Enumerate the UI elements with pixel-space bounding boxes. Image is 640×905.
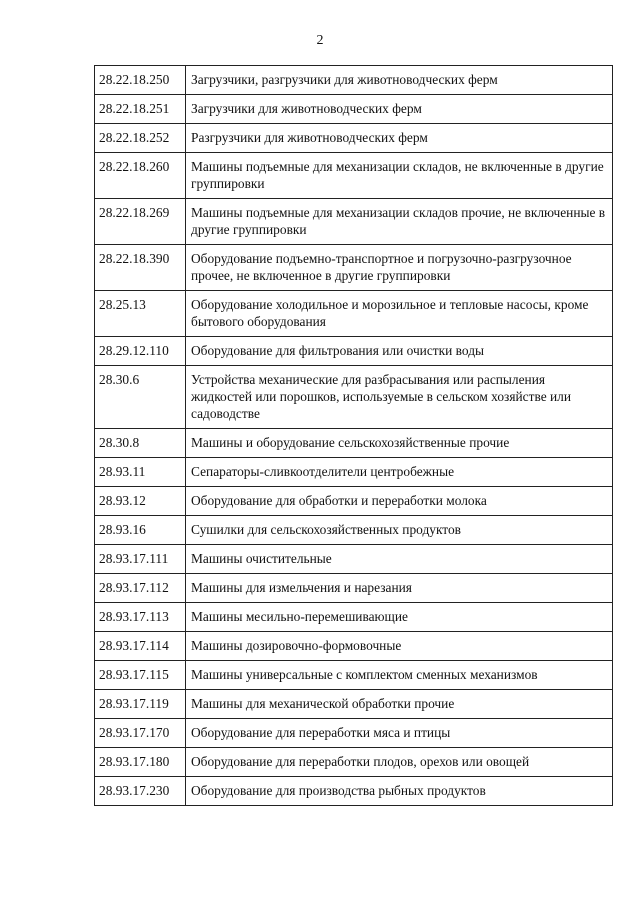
code-cell: 28.22.18.260 [95, 153, 186, 199]
code-cell: 28.25.13 [95, 291, 186, 337]
table-row [95, 245, 613, 291]
table-row [95, 516, 613, 545]
table-row [95, 545, 613, 574]
name-cell: Машины для механической обработки прочие [186, 690, 613, 719]
code-cell: 28.93.17.112 [95, 574, 186, 603]
name-cell: Оборудование холодильное и морозильное и тепловые насосы, кроме бытового оборудования [186, 291, 613, 337]
name-cell: Устройства механические для разбрасывания или распыления жидкостей или порошков, используемые в сельском хозяйстве или садоводстве [186, 366, 613, 429]
code-cell: 28.30.6 [95, 366, 186, 429]
name-cell: Машины универсальные с комплектом сменных механизмов [186, 661, 613, 690]
code-cell: 28.93.17.113 [95, 603, 186, 632]
code-cell: 28.93.12 [95, 487, 186, 516]
code-cell: 28.93.17.111 [95, 545, 186, 574]
name-cell: Сушилки для сельскохозяйственных продуктов [186, 516, 613, 545]
table-row [95, 95, 613, 124]
table-row [95, 748, 613, 777]
table-row [95, 337, 613, 366]
name-cell: Оборудование для обработки и переработки молока [186, 487, 613, 516]
name-cell: Машины подъемные для механизации складов, не включенные в другие группировки [186, 153, 613, 199]
name-cell: Машины подъемные для механизации складов прочие, не включенные в другие группировки [186, 199, 613, 245]
name-cell: Оборудование для фильтрования или очистки воды [186, 337, 613, 366]
code-cell: 28.93.17.180 [95, 748, 186, 777]
name-cell: Загрузчики, разгрузчики для животноводческих ферм [186, 66, 613, 95]
code-cell: 28.22.18.251 [95, 95, 186, 124]
code-cell: 28.22.18.390 [95, 245, 186, 291]
name-cell: Оборудование для переработки плодов, орехов или овощей [186, 748, 613, 777]
code-cell: 28.93.16 [95, 516, 186, 545]
table-row [95, 603, 613, 632]
name-cell: Машины очистительные [186, 545, 613, 574]
name-cell: Оборудование подъемно-транспортное и погрузочно-разгрузочное прочее, не включенное в другие группировки [186, 245, 613, 291]
code-cell: 28.93.17.230 [95, 777, 186, 806]
table-row [95, 429, 613, 458]
code-cell: 28.93.17.170 [95, 719, 186, 748]
code-cell: 28.93.11 [95, 458, 186, 487]
name-cell: Оборудование для переработки мяса и птицы [186, 719, 613, 748]
table-row [95, 487, 613, 516]
table-row [95, 719, 613, 748]
table-row [95, 661, 613, 690]
name-cell: Машины для измельчения и нарезания [186, 574, 613, 603]
table-row [95, 124, 613, 153]
code-cell: 28.22.18.269 [95, 199, 186, 245]
table-row [95, 199, 613, 245]
classification-table [94, 65, 613, 806]
code-cell: 28.93.17.114 [95, 632, 186, 661]
table-row [95, 632, 613, 661]
code-cell: 28.93.17.115 [95, 661, 186, 690]
table-row [95, 153, 613, 199]
name-cell: Сепараторы-сливкоотделители центробежные [186, 458, 613, 487]
name-cell: Загрузчики для животноводческих ферм [186, 95, 613, 124]
code-cell: 28.30.8 [95, 429, 186, 458]
name-cell: Оборудование для производства рыбных продуктов [186, 777, 613, 806]
code-cell: 28.93.17.119 [95, 690, 186, 719]
name-cell: Машины месильно-перемешивающие [186, 603, 613, 632]
table-row [95, 574, 613, 603]
table-row [95, 66, 613, 95]
name-cell: Машины и оборудование сельскохозяйственные прочие [186, 429, 613, 458]
table-row [95, 458, 613, 487]
name-cell: Машины дозировочно-формовочные [186, 632, 613, 661]
code-cell: 28.22.18.252 [95, 124, 186, 153]
page-number: 2 [316, 33, 324, 48]
code-cell: 28.29.12.110 [95, 337, 186, 366]
code-cell: 28.22.18.250 [95, 66, 186, 95]
table-row [95, 777, 613, 806]
table-row [95, 291, 613, 337]
name-cell: Разгрузчики для животноводческих ферм [186, 124, 613, 153]
table-row [95, 690, 613, 719]
table-row [95, 366, 613, 429]
